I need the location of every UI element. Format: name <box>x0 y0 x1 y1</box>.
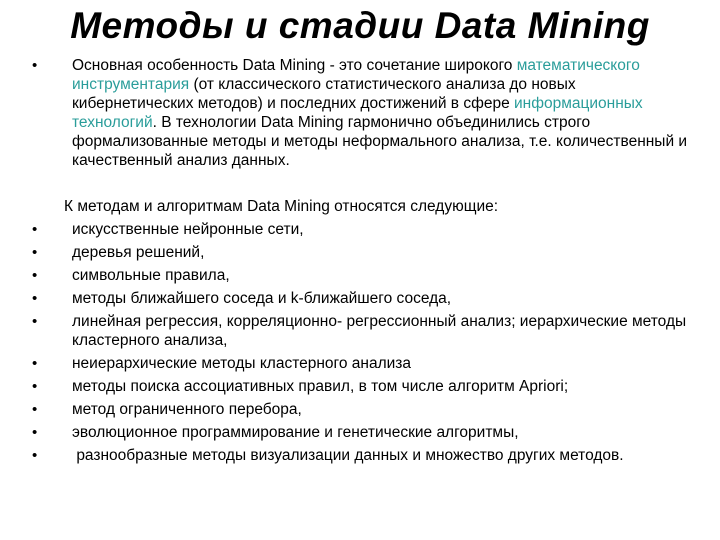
list-item-text: искусственные нейронные сети, <box>72 221 304 238</box>
list-item-text: эволюционное программирование и генетические алгоритмы, <box>72 424 519 441</box>
list-item <box>30 266 690 285</box>
bullet-icon: • <box>32 267 38 284</box>
list-item <box>30 220 690 239</box>
list-item <box>30 400 690 419</box>
list-item-text: деревья решений, <box>72 244 205 261</box>
intro-link-info-tech[interactable]: информационных технологий <box>72 95 643 131</box>
list-item <box>30 423 690 442</box>
list-item-text: неиерархические методы кластерного анализа <box>72 355 412 372</box>
intro-paragraph <box>30 56 690 170</box>
bullet-icon: • <box>32 401 38 418</box>
bullet-icon: • <box>32 57 38 74</box>
bullet-icon: • <box>32 447 38 464</box>
intro-text-part1: Основная особенность Data Mining - это сочетание широкого <box>72 57 517 74</box>
list-item-text: метод ограниченного перебора, <box>72 401 302 418</box>
bullet-icon: • <box>32 313 38 330</box>
slide-content <box>30 56 690 469</box>
methods-list <box>30 220 690 465</box>
list-item <box>30 446 690 465</box>
bullet-icon: • <box>32 378 38 395</box>
list-item <box>30 243 690 262</box>
bullet-icon: • <box>32 424 38 441</box>
list-item-text: методы ближайшего соседа и k-ближайшего соседа, <box>72 290 452 307</box>
list-item <box>30 312 690 350</box>
bullet-icon: • <box>32 355 38 372</box>
list-item <box>30 354 690 373</box>
methods-lead: К методам и алгоритмам Data Mining относятся следующие: <box>64 198 499 215</box>
list-item-text: методы поиска ассоциативных правил, в том числе алгоритм Apriori; <box>72 378 569 395</box>
bullet-icon: • <box>32 290 38 307</box>
list-item-text: разнообразные методы визуализации данных и множество других методов. <box>72 447 624 464</box>
list-item-text: символьные правила, <box>72 267 230 284</box>
list-item-text: линейная регрессия, корреляционно- регрессионный анализ; иерархические методы кластерного анализа, <box>72 313 687 349</box>
intro-text-part3: . В технологии Data Mining гармонично объединились строго формализованные методы и методы неформального анализа, т.е. количественный и качественный анализ данных. <box>72 114 688 169</box>
bullet-icon: • <box>32 221 38 238</box>
intro-link-math-tools[interactable]: математического инструментария <box>72 57 640 93</box>
bullet-icon: • <box>32 244 38 261</box>
slide-title: Методы и стадии Data Mining <box>70 5 650 46</box>
intro-text-part2: (от классического статистического анализа до новых кибернетических методов) и последних достижений в сфере <box>72 76 576 112</box>
list-item <box>30 377 690 396</box>
list-item <box>30 289 690 308</box>
